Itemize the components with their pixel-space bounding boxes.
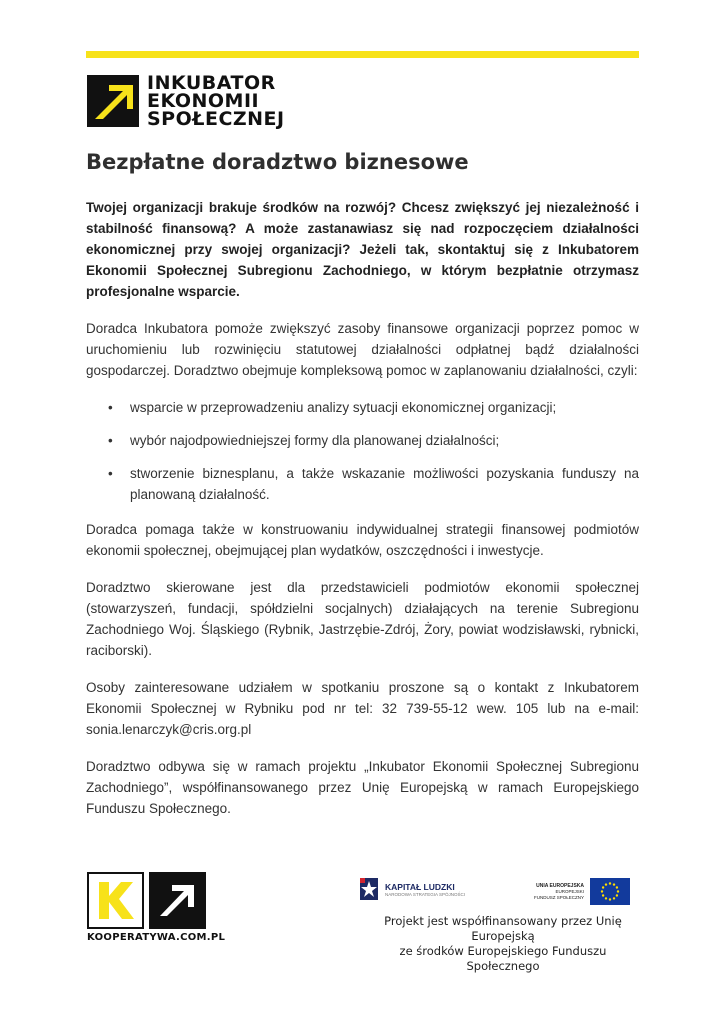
document-body bbox=[86, 197, 639, 835]
paragraph-2: Doradca pomaga także w konstruowaniu indywidualnej strategii finansowej podmiotów ekonomii społecznej, obejmującej plan wydatków, oszczędności i inwestycje. bbox=[86, 522, 639, 558]
ue-label-3: FUNDUSZ SPOŁECZNY bbox=[534, 894, 585, 900]
kapital-ludzki-icon bbox=[358, 876, 380, 902]
ue-label-2: EUROPEJSKI bbox=[555, 888, 585, 894]
logo-wordmark bbox=[147, 74, 285, 128]
page-title: Bezpłatne doradztwo biznesowe bbox=[86, 150, 469, 174]
kooperatywa-url: KOOPERATYWA.COM.PL bbox=[87, 932, 226, 943]
caption-line-2: ze środków Europejskiego Funduszu Społecznego bbox=[399, 944, 607, 973]
inkubator-logo bbox=[87, 74, 285, 128]
arrow-logo-icon bbox=[87, 75, 139, 127]
logo-line-3: SPOŁECZNEJ bbox=[147, 108, 285, 130]
ue-label: UNIA EUROPEJSKA bbox=[536, 882, 585, 889]
paragraph-5: Doradztwo odbywa się w ramach projektu „Inkubator Ekonomii Społecznej Subregionu Zachodniego”, współfinansowanego przez Unię Europejską w ramach Europejskiego Funduszu Społecznego. bbox=[86, 759, 639, 816]
kapital-ludzki-subtext: NARODOWA STRATEGIA SPÓJNOŚCI bbox=[385, 891, 466, 897]
caption-line-1: Projekt jest współfinansowany przez Unię Europejską bbox=[384, 914, 622, 943]
bullet-icon: • bbox=[108, 466, 113, 481]
paragraph-4: Osoby zainteresowane udziałem w spotkaniu proszone są o kontakt z Inkubatorem Ekonomii Społecznej w Rybniku pod nr tel: 32 739-55-12 wew. 105 lub na e-mail: sonia.lenarczyk@cris.org.pl bbox=[86, 680, 639, 737]
bullet-icon: • bbox=[108, 400, 113, 415]
list-item: • wybór najodpowiedniejszej formy dla planowanej działalności; bbox=[130, 430, 639, 451]
service-list bbox=[86, 397, 639, 505]
lead-paragraph: Twojej organizacji brakuje środków na rozwój? Chcesz zwiększyć jej niezależność i stabilność finansową? A może zastanawiasz się nad rozpoczęciem działalności ekonomicznej przy swojej organizacji? Jeżeli tak, skontaktuj się z Inkubatorem Ekonomii Społecznej Subregionu Zachodniego, w którym bezpłatnie otrzymasz profesjonalne wsparcie. bbox=[86, 200, 639, 299]
kooperatywa-logo bbox=[87, 872, 226, 944]
list-item: • stworzenie biznesplanu, a także wskazanie możliwości pozyskania funduszy na planowaną działalność. bbox=[130, 463, 639, 505]
logo-line-1: INKUBATOR bbox=[147, 72, 276, 94]
arrow-icon bbox=[149, 872, 206, 929]
bullet-icon: • bbox=[108, 433, 113, 448]
top-accent-bar bbox=[86, 51, 639, 58]
kapital-ludzki-logo bbox=[358, 876, 465, 902]
funding-caption bbox=[364, 914, 642, 974]
list-item: • wsparcie w przeprowadzeniu analizy sytuacji ekonomicznej organizacji; bbox=[130, 397, 639, 418]
k-letter-icon bbox=[87, 872, 144, 929]
eu-flag-icon bbox=[590, 878, 630, 905]
paragraph-3: Doradztwo skierowane jest dla przedstawicieli podmiotów ekonomii społecznej (stowarzyszeń, fundacji, spółdzielni socjalnych) działających na terenie Subregionu Zachodniego Woj. Śląskiego (Rybnik, Jastrzębie-Zdrój, Żory, powiat wodzisławski, rybnicki, raciborski). bbox=[86, 580, 639, 658]
eu-funding-block bbox=[358, 872, 642, 973]
kapital-ludzki-text: KAPITAŁ LUDZKI bbox=[385, 881, 455, 892]
eu-logo bbox=[534, 878, 630, 905]
logo-line-2: EKONOMII bbox=[147, 90, 260, 112]
paragraph-1: Doradca Inkubatora pomoże zwiększyć zasoby finansowe organizacji poprzez pomoc w uruchomieniu lub rozwinięciu statutowej działalności odpłatnej bądź działalności gospodarczej. Doradztwo obejmuje kompleksową pomoc w zaplanowaniu działalności, czyli: bbox=[86, 321, 639, 378]
